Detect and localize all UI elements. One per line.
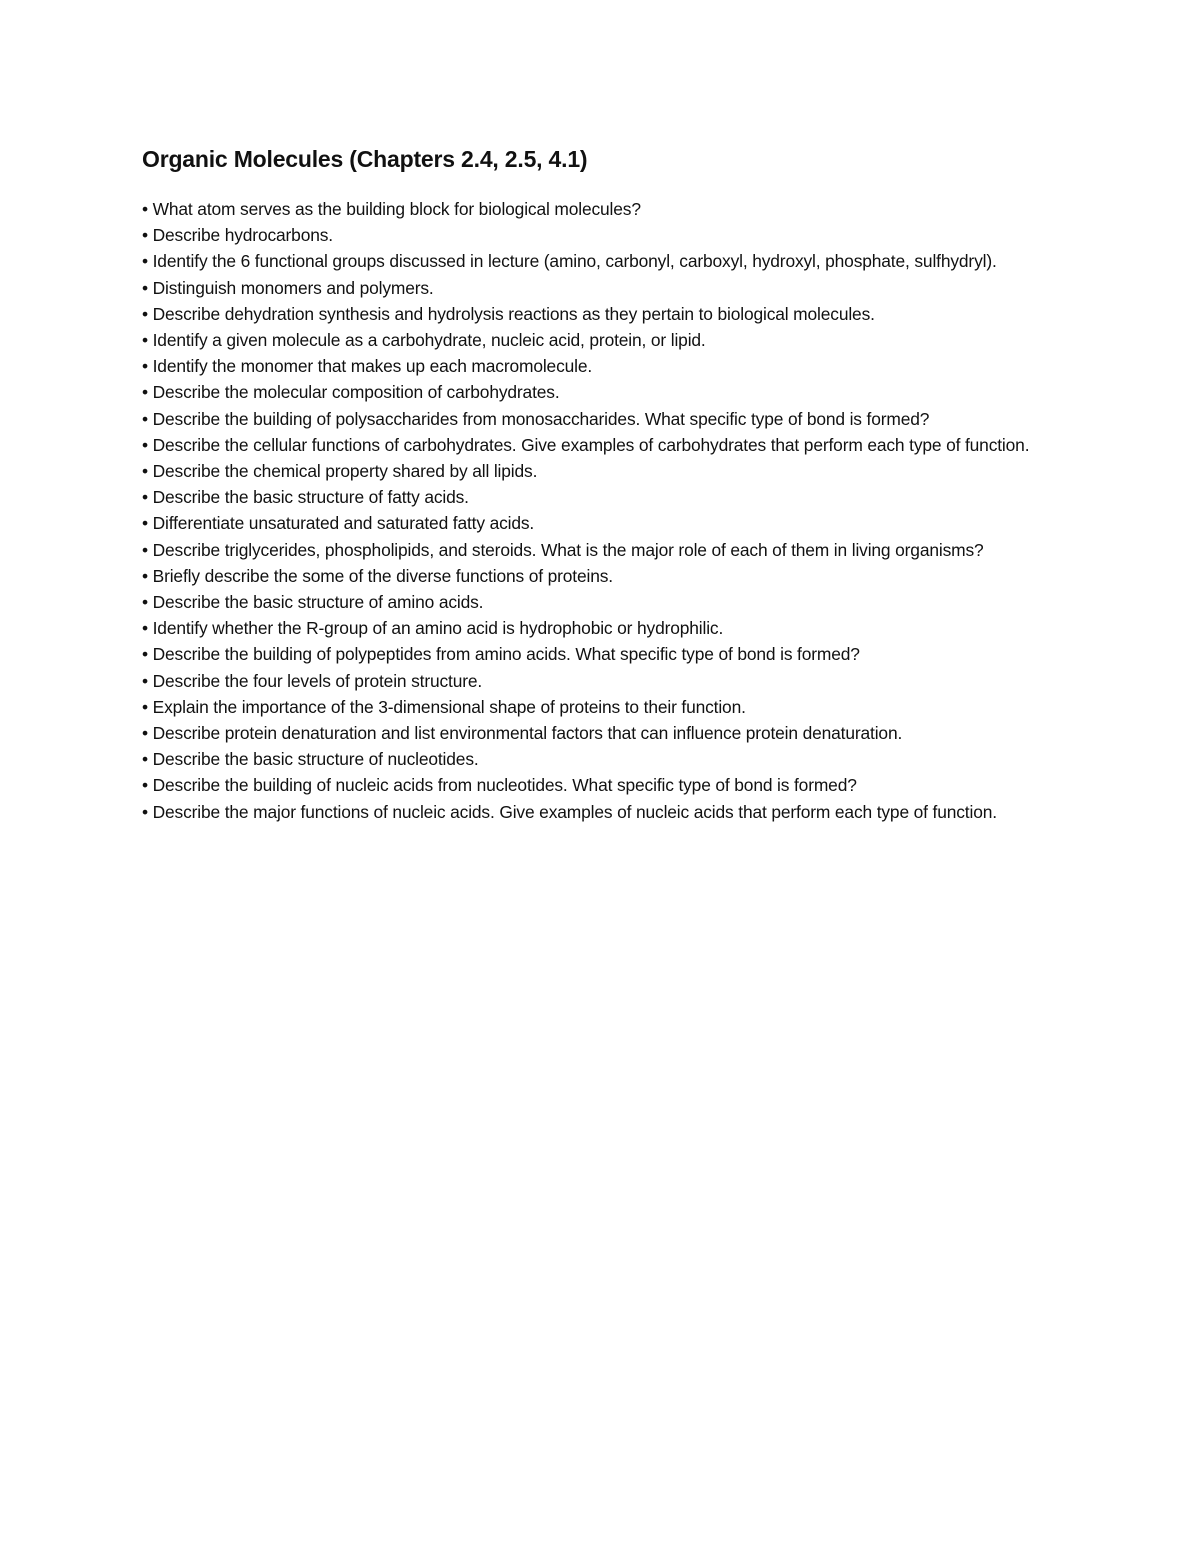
list-item: • Briefly describe the some of the diverse functions of proteins.	[142, 565, 613, 586]
list-item: • Explain the importance of the 3-dimensional shape of proteins to their function.	[142, 696, 746, 717]
list-item: • What atom serves as the building block for biological molecules?	[142, 199, 641, 219]
list-item: • Identify a given molecule as a carbohydrate, nucleic acid, protein, or lipid.	[142, 330, 706, 351]
list-item: • Describe the cellular functions of carbohydrates. Give examples of carbohydrates that perform each type of function.	[142, 434, 1030, 455]
list-item: • Describe the building of polypeptides from amino acids. What specific type of bond is formed?	[142, 644, 860, 665]
list-item: • Describe triglycerides, phospholipids, and steroids. What is the major role of each of them in living organisms?	[142, 539, 984, 560]
list-item: • Describe dehydration synthesis and hydrolysis reactions as they pertain to biological molecules.	[142, 303, 875, 324]
list-item: • Describe the building of nucleic acids from nucleotides. What specific type of bond is formed?	[142, 775, 857, 796]
list-item: • Describe the molecular composition of carbohydrates.	[142, 382, 560, 403]
list-item: • Describe the basic structure of nucleotides.	[142, 749, 479, 770]
list-item: • Describe the basic structure of amino acids.	[142, 592, 484, 613]
document-title: Organic Molecules (Chapters 2.4, 2.5, 4.1)	[142, 146, 588, 172]
list-item: • Describe hydrocarbons.	[142, 225, 333, 246]
list-item: • Describe protein denaturation and list environmental factors that can influence protein denaturation.	[142, 723, 903, 744]
list-item: • Describe the building of polysaccharides from monosaccharides. What specific type of bond is formed?	[142, 408, 930, 429]
list-item: • Describe the chemical property shared by all lipids.	[142, 461, 538, 482]
list-item: • Identify whether the R-group of an amino acid is hydrophobic or hydrophilic.	[142, 618, 724, 639]
list-item: • Differentiate unsaturated and saturated fatty acids.	[142, 513, 535, 534]
list-item: • Identify the monomer that makes up each macromolecule.	[142, 356, 593, 377]
list-item: • Distinguish monomers and polymers.	[142, 277, 434, 298]
list-item: • Identify the 6 functional groups discussed in lecture (amino, carbonyl, carboxyl, hydroxyl, phosphate, sulfhydryl).	[142, 251, 997, 272]
list-item: • Describe the four levels of protein structure.	[142, 670, 483, 691]
document-content	[142, 142, 1062, 825]
objectives-list	[142, 196, 1062, 825]
list-item: • Describe the major functions of nucleic acids. Give examples of nucleic acids that perform each type of function.	[142, 801, 997, 822]
list-item: • Describe the basic structure of fatty acids.	[142, 487, 469, 508]
